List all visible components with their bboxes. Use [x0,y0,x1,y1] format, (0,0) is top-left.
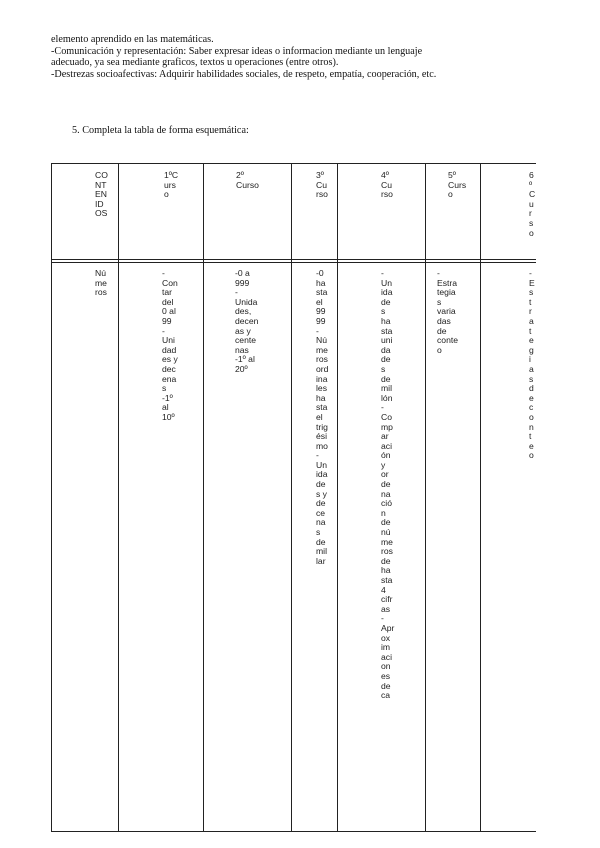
contents-table [51,163,536,832]
column-divider [291,163,292,832]
body-cell-curso-5: - Estra tegia s varia das de conte o [437,268,459,355]
body-cell-curso-1: - Con tar del 0 al 99 - Uni dad es y dec ena s -1º al 10º [162,268,178,422]
body-cell-curso-3: -0 ha sta el 99 99 - Nú me ros ord ina les ha sta el trig ési mo - Un ida de s y de ce na s de mil lar [316,268,329,566]
body-cell-curso-2: -0 a 999 - Unida des, decen as y cente nas -1º al 20º [235,268,259,374]
column-divider [337,163,338,832]
table-border [51,163,52,832]
row-divider [51,262,536,263]
column-divider [480,163,481,832]
header-cell-curso-1: 1ºC urs o [164,170,179,200]
header-cell-curso-5: 5º Curs o [448,170,467,200]
body-cell-curso-6: - E s t r a t e g i a s d e c o n t e o [529,268,535,461]
intro-line: -Destrezas socioafectivas: Adquirir habilidades sociales, de respeto, empatía, cooperación, etc. [51,68,437,80]
column-divider [203,163,204,832]
table-border [51,831,536,832]
column-divider [425,163,426,832]
header-cell-curso-2: 2º Curso [236,170,259,190]
header-cell-contenidos: CO NT EN ID OS [95,170,108,219]
body-cell-numeros: Nú me ros [95,268,107,298]
intro-text [51,34,571,80]
body-cell-curso-4: - Un ida de s ha sta uni da de s de mil lón - Co mp ar aci ón y or de na ció n de nú me ros de ha sta 4 cifr as - Apr ox im aci on es de ca [381,268,395,701]
intro-line: adecuado, ya sea mediante graficos, textos u operaciones (entre otros). [51,57,339,69]
intro-line: elemento aprendido en las matemáticas. [51,34,214,45]
row-divider [51,259,536,260]
question-heading: 5. Completa la tabla de forma esquemática: [72,125,249,136]
header-cell-curso-6: 6 º C u r s o [529,170,536,238]
table-border [51,163,536,164]
intro-line: -Comunicación y representación: Saber expresar ideas o informacion mediante un lenguaje [51,45,423,57]
header-cell-curso-4: 4º Cu rso [381,170,393,200]
column-divider [118,163,119,832]
header-cell-curso-3: 3º Cu rso [316,170,328,200]
